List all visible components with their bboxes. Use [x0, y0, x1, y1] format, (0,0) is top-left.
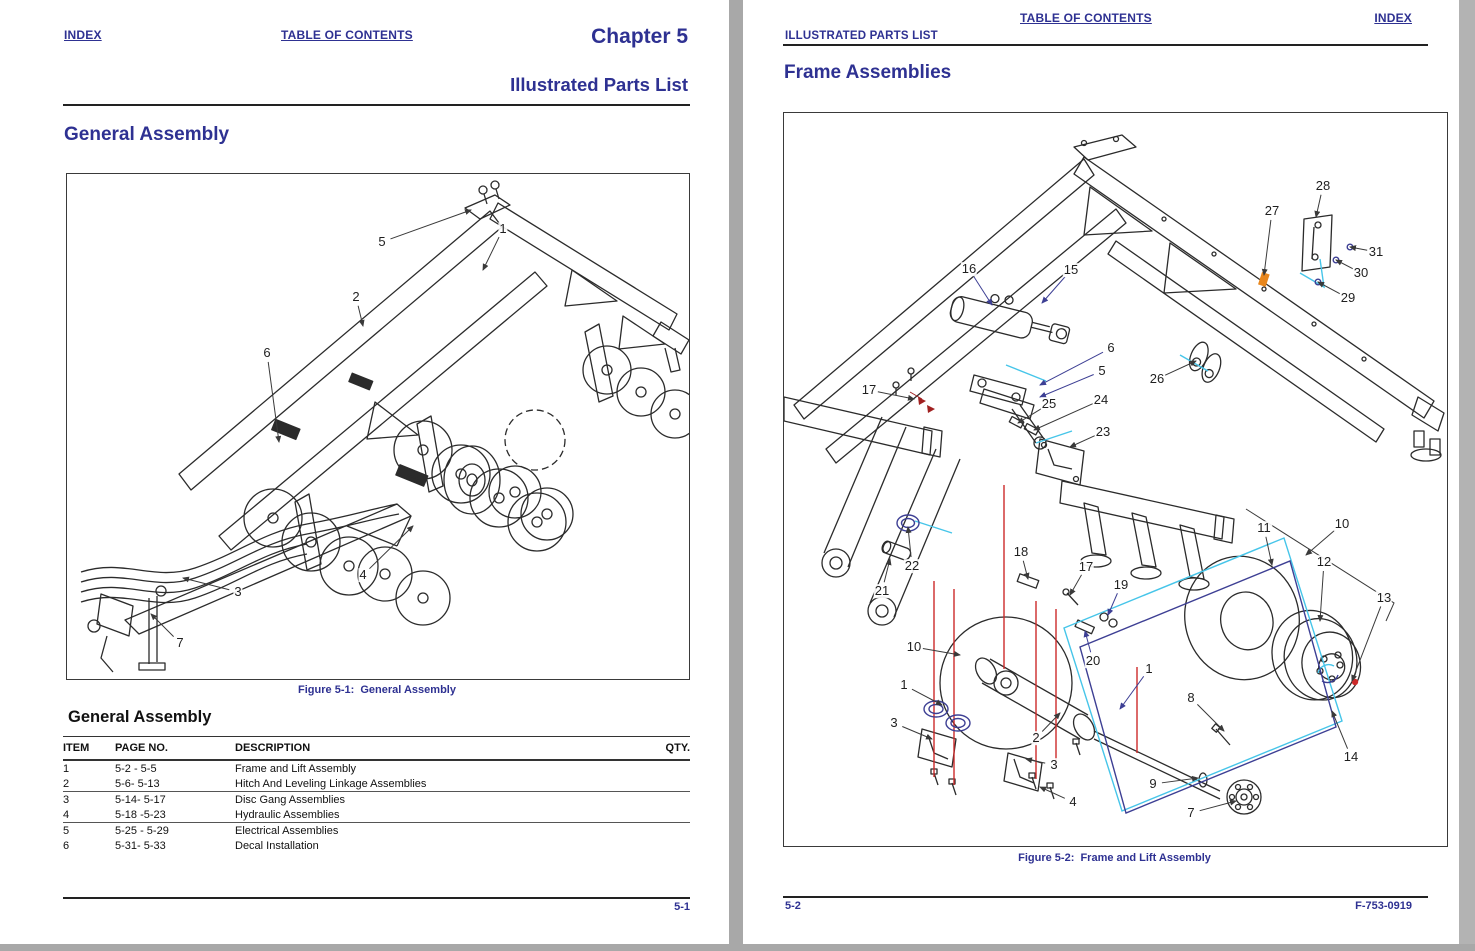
- callout-label-24: 24: [1093, 392, 1109, 408]
- callout-leader-2: [358, 306, 363, 326]
- callout-label-6: 6: [1107, 340, 1115, 356]
- footer-rule-right: [783, 896, 1428, 898]
- callout-label-20: 20: [1085, 653, 1101, 669]
- callout-leader-4: [1040, 787, 1065, 798]
- callout-label-19: 19: [1113, 577, 1129, 593]
- callout-leader-5: [1040, 374, 1094, 397]
- callout-label-26: 26: [1149, 371, 1165, 387]
- callout-label-25: 25: [1041, 396, 1057, 412]
- callout-label-9: 9: [1149, 776, 1157, 792]
- bottom-border: [0, 944, 1475, 951]
- index-link-right[interactable]: INDEX: [1374, 11, 1412, 25]
- table-title: General Assembly: [68, 708, 212, 726]
- callout-leader-2: [1042, 713, 1060, 732]
- callout-leader-19: [1108, 593, 1117, 615]
- callout-label-3: 3: [234, 584, 242, 600]
- cell-description: Hitch And Leveling Linkage Assemblies: [235, 776, 630, 792]
- callout-leader-1: [912, 689, 942, 705]
- chapter-subtitle: Illustrated Parts List: [510, 74, 688, 95]
- callout-label-22: 22: [904, 558, 920, 574]
- callout-label-15: 15: [1063, 262, 1079, 278]
- manual-page-right: [743, 0, 1459, 944]
- table-row: [63, 823, 690, 839]
- callout-label-4: 4: [1069, 794, 1077, 810]
- figure-5-2-callout-leaders: [784, 113, 1447, 846]
- cell-description: Electrical Assemblies: [235, 824, 339, 837]
- callout-leader-14: [1332, 711, 1348, 749]
- callout-leader-1: [1120, 676, 1144, 709]
- table-of-contents-link-right[interactable]: TABLE OF CONTENTS: [1020, 11, 1152, 25]
- callout-label-2: 2: [352, 289, 360, 305]
- cell-item: 1: [63, 762, 70, 775]
- figure-5-2-caption: Figure 5-2: Frame and Lift Assembly: [1018, 852, 1211, 864]
- callout-label-21: 21: [874, 583, 890, 599]
- callout-label-1: 1: [900, 677, 908, 693]
- right-border: [1459, 0, 1475, 944]
- callout-leader-20: [1085, 631, 1091, 652]
- page-divider: [729, 0, 743, 944]
- callout-label-2: 2: [1032, 730, 1040, 746]
- cell-qty: [630, 760, 690, 776]
- table-row: [63, 807, 690, 823]
- callout-leader-10: [1306, 530, 1335, 555]
- callout-label-12: 12: [1316, 554, 1332, 570]
- table-row: [63, 792, 690, 808]
- cell-qty: [630, 807, 690, 823]
- callout-leader-3: [1026, 759, 1045, 763]
- cell-item: 3: [63, 793, 70, 806]
- index-link[interactable]: INDEX: [64, 28, 102, 42]
- callout-leader-31: [1350, 247, 1367, 250]
- callout-label-23: 23: [1095, 424, 1111, 440]
- callout-leader-26: [1165, 361, 1196, 375]
- col-item: ITEM: [63, 738, 115, 760]
- callout-leader-29: [1318, 282, 1340, 294]
- cell-page-no[interactable]: 5-14- 5-17: [115, 793, 166, 806]
- callout-label-17: 17: [1078, 559, 1094, 575]
- table-row: [63, 838, 690, 853]
- figure-5-2: [783, 112, 1448, 847]
- callout-leader-17: [1070, 575, 1082, 595]
- callout-label-3: 3: [1050, 757, 1058, 773]
- cell-page-no[interactable]: 5-18 -5-23: [115, 807, 235, 823]
- page-title: General Assembly: [64, 124, 230, 145]
- cell-description: Hydraulic Assemblies: [235, 807, 630, 823]
- callout-leader-5: [390, 210, 471, 239]
- callout-label-5: 5: [378, 234, 386, 250]
- callout-leader-15: [1042, 277, 1065, 303]
- callout-label-14: 14: [1343, 749, 1359, 765]
- callout-label-17: 17: [861, 382, 877, 398]
- cell-item: 5: [63, 824, 70, 837]
- callout-label-30: 30: [1353, 265, 1369, 281]
- cell-page-no[interactable]: 5-25 - 5-29: [115, 824, 169, 837]
- callout-label-28: 28: [1315, 178, 1331, 194]
- callout-leader-10: [923, 649, 960, 655]
- cell-item: 6: [63, 839, 70, 852]
- cell-qty: [630, 823, 690, 839]
- callout-leader-17: [878, 392, 914, 399]
- cell-qty: [630, 792, 690, 808]
- callout-label-31: 31: [1368, 244, 1384, 260]
- callout-leader-3: [183, 578, 229, 590]
- figure-5-1-callout-leaders: [67, 174, 689, 679]
- table-header-row: [63, 738, 690, 760]
- callout-leader-23: [1070, 436, 1095, 447]
- callout-leader-18: [1023, 561, 1028, 579]
- chapter-title: Chapter 5: [591, 25, 688, 48]
- col-page-no: PAGE NO.: [115, 738, 235, 760]
- callout-leader-12: [1320, 571, 1323, 621]
- cell-qty: [630, 776, 690, 792]
- callout-label-8: 8: [1187, 690, 1195, 706]
- callout-leader-8: [1197, 704, 1224, 731]
- cell-page-no[interactable]: 5-2 - 5-5: [115, 762, 157, 775]
- callout-label-11: 11: [1257, 520, 1271, 536]
- parts-table: [63, 738, 690, 853]
- callout-label-27: 27: [1264, 203, 1280, 219]
- callout-label-7: 7: [1187, 805, 1195, 821]
- callout-leader-22: [908, 527, 911, 557]
- callout-label-10: 10: [1334, 516, 1350, 532]
- header-rule-right: [783, 44, 1428, 46]
- callout-leader-16: [974, 277, 992, 305]
- table-row: [63, 776, 690, 792]
- callout-label-1: 1: [1145, 661, 1153, 677]
- callout-leader-11: [1266, 537, 1272, 565]
- callout-label-16: 16: [961, 261, 977, 277]
- callout-label-3: 3: [890, 715, 898, 731]
- figure-5-1: [66, 173, 690, 680]
- doc-number: F-753-0919: [1355, 900, 1412, 912]
- cell-item: 4: [63, 807, 115, 823]
- callout-leader-4: [369, 526, 413, 569]
- callout-leader-30: [1336, 260, 1353, 269]
- footer-rule-left: [63, 897, 690, 899]
- page-number-left: 5-1: [674, 901, 690, 913]
- callout-leader-3: [902, 726, 932, 739]
- cell-page-no[interactable]: 5-6- 5-13: [115, 776, 235, 792]
- cell-description: Disc Gang Assemblies: [235, 793, 346, 806]
- table-of-contents-link[interactable]: TABLE OF CONTENTS: [281, 28, 413, 42]
- callout-leader-25: [1018, 409, 1041, 423]
- callout-label-7: 7: [176, 635, 184, 651]
- callout-label-10: 10: [906, 639, 922, 655]
- callout-leader-7: [151, 614, 174, 637]
- cell-item: 2: [63, 776, 115, 792]
- cell-description: Frame and Lift Assembly: [235, 762, 357, 775]
- callout-label-5: 5: [1098, 363, 1106, 379]
- callout-leader-21: [884, 559, 890, 582]
- callout-leader-27: [1264, 220, 1271, 275]
- cell-qty: [630, 838, 690, 853]
- figure-5-1-caption: Figure 5-1: General Assembly: [298, 684, 456, 696]
- cell-description: Decal Installation: [235, 839, 319, 852]
- callout-label-6: 6: [263, 345, 271, 361]
- callout-leader-13: [1352, 606, 1381, 681]
- page-title-right: Frame Assemblies: [784, 62, 952, 83]
- col-description: DESCRIPTION: [235, 738, 630, 760]
- callout-label-1: 1: [499, 221, 507, 237]
- callout-label-18: 18: [1013, 544, 1029, 560]
- callout-label-4: 4: [359, 567, 367, 583]
- callout-leader-6: [268, 362, 279, 442]
- col-qty: QTY.: [630, 738, 690, 760]
- callout-leader-1: [483, 237, 499, 270]
- callout-leader-9: [1162, 778, 1198, 783]
- page-number-right: 5-2: [785, 900, 801, 912]
- table-row: [63, 760, 690, 776]
- manual-page-left: [0, 0, 729, 944]
- callout-label-13: 13: [1376, 590, 1392, 606]
- callout-label-29: 29: [1340, 290, 1356, 306]
- callout-leader-6: [1040, 352, 1103, 385]
- cell-page-no[interactable]: 5-31- 5-33: [115, 839, 166, 852]
- header-rule: [63, 104, 690, 106]
- callout-leader-7: [1200, 801, 1236, 811]
- callout-leader-28: [1316, 195, 1321, 217]
- running-head: ILLUSTRATED PARTS LIST: [785, 30, 938, 42]
